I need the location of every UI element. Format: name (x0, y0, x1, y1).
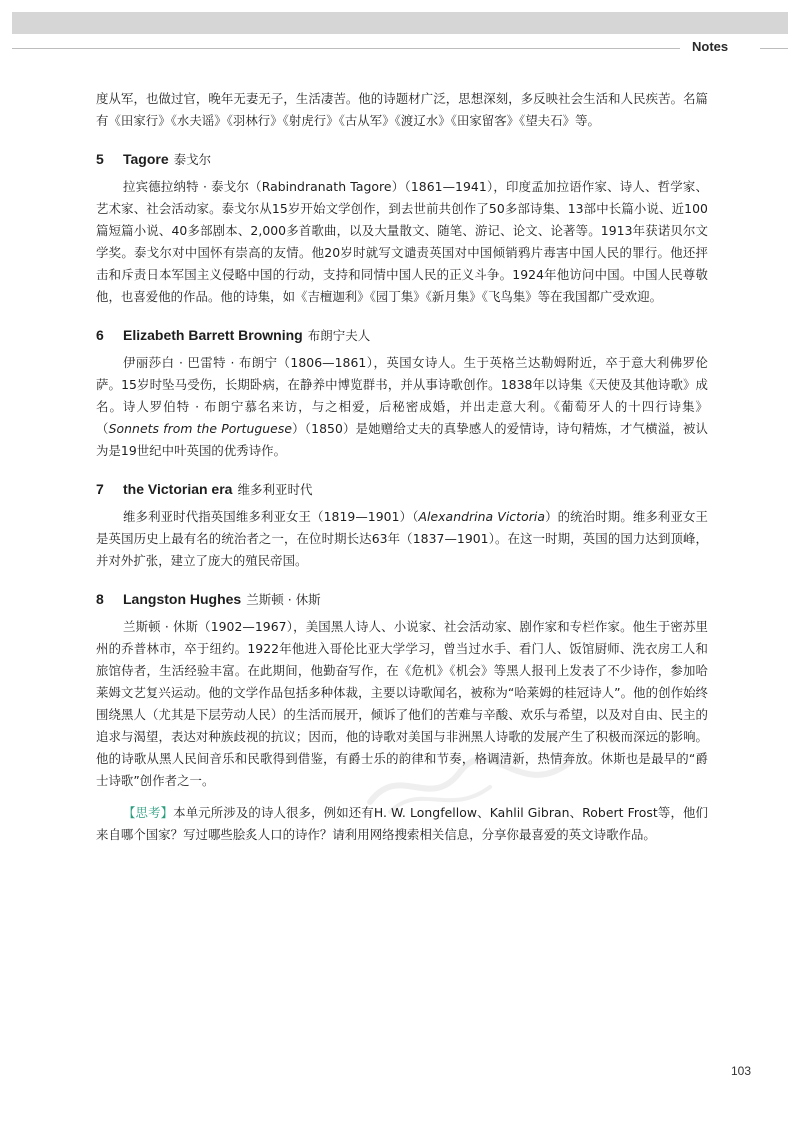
think-tag: 【思考】 (123, 805, 174, 820)
entry-browning (96, 326, 708, 462)
entry-heading (96, 150, 708, 168)
entry-title-en: Elizabeth Barrett Browning (123, 327, 303, 343)
entry-heading (96, 480, 708, 498)
entry-tagore (96, 150, 708, 308)
body-text: ）的统治时期。维多利亚女王是英国历史上最有名的统治者之一，在位时期长达63年（1837—1901）。在这一时期，英国的国力达到顶峰，并对外扩张，建立了庞大的殖民帝国。 (96, 509, 708, 568)
section-label: Notes (692, 39, 729, 54)
header-band (12, 12, 788, 34)
header-rule-right (760, 48, 788, 49)
header-rule (12, 48, 680, 49)
watermark-icon (360, 742, 580, 822)
italic-title: Sonnets from the Portuguese (108, 421, 293, 436)
body-text: 伊丽莎白 · 巴雷特 · 布朗宁（1806—1861），英国女诗人。生于英格兰达勒姆附近，卒于意大利佛罗伦萨。15岁时坠马受伤，长期卧病，在静养中博览群书，并从事诗歌创作。1838年以诗集《天使及其他诗歌》成名。诗人罗伯特 · 布朗宁慕名来访，与之相爱，后秘密成婚，并出走意大利。《葡萄牙人的十四行诗集》（ (96, 355, 708, 436)
entry-victorian-era (96, 480, 708, 572)
entry-title-cn: 泰戈尔 (173, 152, 212, 167)
entry-heading (96, 326, 708, 344)
entry-title-cn: 维多利亚时代 (237, 482, 313, 497)
italic-name: Alexandrina Victoria (418, 509, 545, 524)
entry-number: 8 (96, 591, 104, 607)
entry-number: 5 (96, 151, 104, 167)
entry-body: 兰斯顿 · 休斯（1902—1967），美国黑人诗人、小说家、社会活动家、剧作家和专栏作家。他生于密苏里州的乔普林市，卒于纽约。1922年他进入哥伦比亚大学学习，曾当过水手、看门人、饭馆厨师、洗衣房工人和旅馆侍者，生活经验丰富。在此期间，他勤奋写作，在《危机》《机会》等黑人报刊上发表了不少诗作，参加哈莱姆文艺复兴运动。他的文学作品包括多种体裁，主要以诗歌闻名，被称为“哈莱姆的桂冠诗人”。他的创作始终围绕黑人（尤其是下层劳动人民）的生活而展开，倾诉了他们的苦难与辛酸、欢乐与希望，以及对自由、民主的追求与渴望，表达对种族歧视的抗议；因而，他的诗歌对美国与非洲黑人诗歌的发展产生了积极而深远的影响。他的诗歌从黑人民间音乐和民歌得到借鉴，有爵士乐的韵律和节奏，格调清新，热情奔放。休斯也是最早的“爵士诗歌”创作者之一。 (96, 619, 708, 788)
body-text: ）（1850）是她赠给丈夫的真挚感人的爱情诗，诗句精炼，才气横溢，被认为是19世纪中叶英国的优秀诗作。 (96, 421, 708, 458)
entry-heading (96, 590, 708, 608)
entry-title-en: Tagore (123, 151, 169, 167)
entry-body: 拉宾德拉纳特 · 泰戈尔（Rabindranath Tagore）（1861—1941），印度孟加拉语作家、诗人、哲学家、艺术家、社会活动家。泰戈尔从15岁开始文学创作，到去世前共创作了50多部诗集、13部中长篇小说、近100篇短篇小说、40多部剧本、2,000多首歌曲，以及大量散文、随笔、游记、论文、论著等。1913年获诺贝尔文学奖。泰戈尔对中国怀有崇高的友情。他20岁时就写文谴责英国对中国倾销鸦片毒害中国人民的罪行。他还抨击和斥责日本军国主义侵略中国的行动，支持和同情中国人民的正义斗争。1924年他访问中国。中国人民尊敬他，也喜爱他的作品。他的诗集，如《吉檀迦利》《园丁集》《新月集》《飞鸟集》等在我国都广受欢迎。 (96, 179, 708, 304)
entry-title-cn: 兰斯顿 · 休斯 (246, 592, 321, 607)
entry-title-cn: 布朗宁夫人 (307, 328, 371, 343)
think-text: 本单元所涉及的诗人很多，例如还有H. W. Longfellow、Kahlil Gibran、Robert Frost等，他们来自哪个国家？写过哪些脍炙人口的诗作？请利用网络搜索相关信息，分享你最喜爱的英文诗歌作品。 (96, 805, 708, 842)
entry-body (96, 352, 708, 462)
intro-paragraph: 度从军，也做过官，晚年无妻无子，生活凄苦。他的诗题材广泛，思想深刻，多反映社会生活和人民疾苦。名篇有《田家行》《水夫谣》《羽林行》《射虎行》《古从军》《渡辽水》《田家留客》《望夫石》等。 (96, 91, 708, 128)
entry-title-en: Langston Hughes (123, 591, 242, 607)
body-text: 维多利亚时代指英国维多利亚女王（1819—1901）（ (123, 509, 419, 524)
page-number: 103 (731, 1064, 752, 1078)
entry-body (96, 506, 708, 572)
entry-number: 7 (96, 481, 104, 497)
entry-number: 6 (96, 327, 104, 343)
notes-content (96, 88, 708, 846)
entry-title-en: the Victorian era (123, 481, 233, 497)
